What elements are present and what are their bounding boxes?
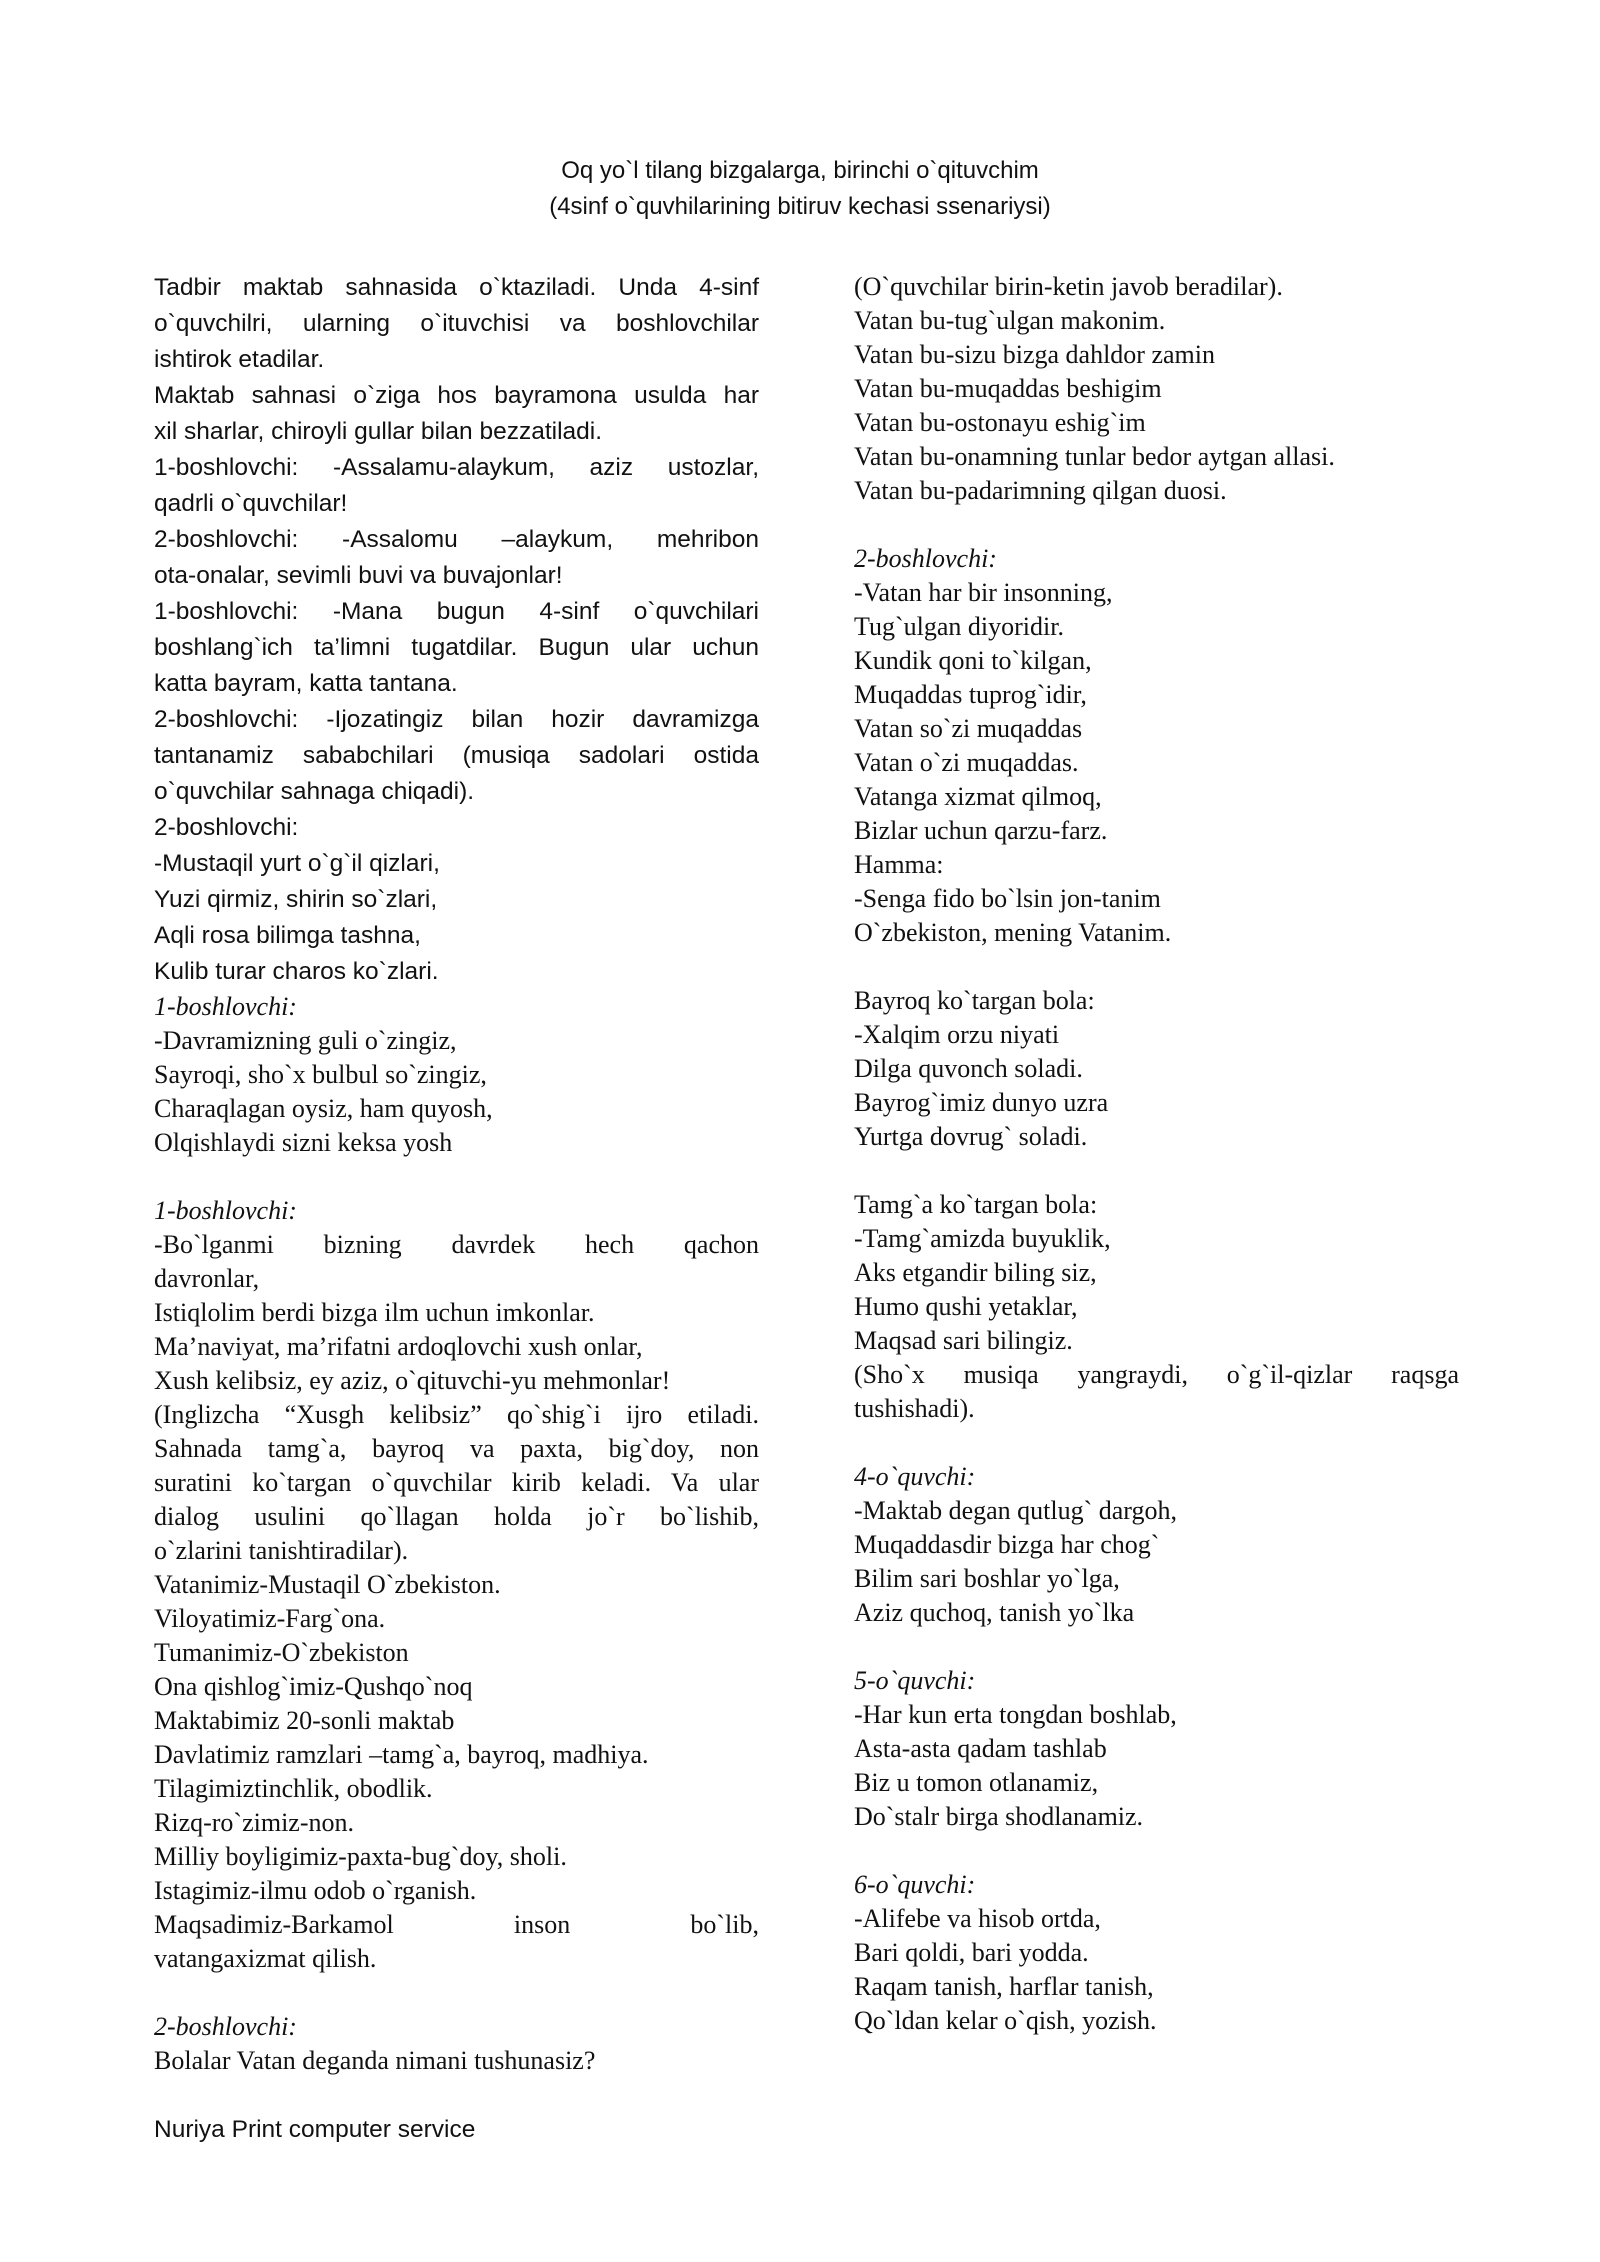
paragraph-gap xyxy=(854,1834,1459,1868)
text-line: xil sharlar, chiroyli gullar bilan bezzatiladi. xyxy=(154,418,603,445)
text-line: -Tamg`amizda buyuklik, xyxy=(854,1224,1111,1253)
text-line: Vatan bu-tug`ulgan makonim. xyxy=(854,306,1166,335)
text-line: Milliy boyligimiz-paxta-bug`doy, sholi. xyxy=(154,1842,567,1871)
text-line: Bayrog`imiz dunyo uzra xyxy=(854,1088,1109,1117)
text-line: suratini ko`targan o`quvchilar kirib keladi. Va ular xyxy=(154,1468,759,1497)
text-line: davronlar, xyxy=(154,1264,260,1293)
text-line: Vatanimiz-Mustaqil O`zbekiston. xyxy=(154,1570,501,1599)
text-line: Aziz quchoq, tanish yo`lka xyxy=(854,1598,1135,1627)
text-line: tushishadi). xyxy=(854,1394,975,1423)
text-line: Do`stalr birga shodlanamiz. xyxy=(854,1802,1144,1831)
text-line: Muqaddas tuprog`idir, xyxy=(854,680,1087,709)
text-line: Sahnada tamg`a, bayroq va paxta, big`doy, non xyxy=(154,1434,759,1463)
text-line: Bizlar uchun qarzu-farz. xyxy=(854,816,1108,845)
text-line: (O`quvchilar birin-ketin javob beradilar). xyxy=(854,272,1283,301)
text-line: ota-onalar, sevimli buvi va buvajonlar! xyxy=(154,562,563,589)
text-line: Tadbir maktab sahnasida o`ktaziladi. Unda 4-sinf xyxy=(154,274,759,301)
footer-text: Nuriya Print computer service xyxy=(154,2116,476,2143)
text-line: dialog usulini qo`llagan holda jo`r bo`lishib, xyxy=(154,1502,759,1531)
text-line: Maktabimiz 20-sonli maktab xyxy=(154,1706,455,1735)
speaker-label: 2-boshlovchi: xyxy=(854,544,997,573)
text-line: Tug`ulgan diyoridir. xyxy=(854,612,1064,641)
text-line: Aks etgandir biling siz, xyxy=(854,1258,1097,1287)
speaker-label: 6-o`quvchi: xyxy=(854,1870,976,1899)
text-line: Tumanimiz-O`zbekiston xyxy=(154,1638,409,1667)
text-line: Biz u tomon otlanamiz, xyxy=(854,1768,1099,1797)
text-line: katta bayram, katta tantana. xyxy=(154,670,458,697)
text-line: Vatan bu-sizu bizga dahldor zamin xyxy=(854,340,1215,369)
text-line: vatangaxizmat qilish. xyxy=(154,1944,377,1973)
text-line: Ona qishlog`imiz-Qushqo`noq xyxy=(154,1672,473,1701)
text-line: boshlang`ich ta’limni tugatdilar. Bugun ular uchun xyxy=(154,634,759,661)
text-line: Asta-asta qadam tashlab xyxy=(854,1734,1107,1763)
text-line: Yuzi qirmiz, shirin so`zlari, xyxy=(154,886,438,913)
text-line: Dilga quvonch soladi. xyxy=(854,1054,1083,1083)
text-line: Charaqlagan oysiz, ham quyosh, xyxy=(154,1094,493,1123)
text-line: -Bo`lganmi bizning davrdek hech qachon xyxy=(154,1230,759,1259)
text-line: Vatan bu-padarimning qilgan duosi. xyxy=(854,476,1227,505)
text-line: -Mustaqil yurt o`g`il qizlari, xyxy=(154,850,440,877)
text-line: (Sho`x musiqa yangraydi, o`g`il-qizlar raqsga xyxy=(854,1360,1459,1389)
text-line: -Senga fido bo`lsin jon-tanim xyxy=(854,884,1161,913)
paragraph-gap xyxy=(154,1160,759,1194)
text-line: 2-boshlovchi: -Ijozatingiz bilan hozir davramizga xyxy=(154,706,759,733)
text-line: Maktab sahnasi o`ziga hos bayramona usulda har xyxy=(154,382,759,409)
text-line: Ma’naviyat, ma’rifatni ardoqlovchi xush onlar, xyxy=(154,1332,643,1361)
text-line: Maqsad sari bilingiz. xyxy=(854,1326,1073,1355)
text-line: Vatan bu-ostonayu eshig`im xyxy=(854,408,1146,437)
text-line: Muqaddasdir bizga har chog` xyxy=(854,1530,1160,1559)
title-line-2: (4sinf o`quvhilarining bitiruv kechasi ssenariysi) xyxy=(549,193,1051,220)
right-column xyxy=(854,270,1459,2038)
text-line: Bari qoldi, bari yodda. xyxy=(854,1938,1089,1967)
text-line: o`zlarini tanishtiradilar). xyxy=(154,1536,409,1565)
text-line: Davlatimiz ramzlari –tamg`a, bayroq, madhiya. xyxy=(154,1740,649,1769)
text-line: Humo qushi yetaklar, xyxy=(854,1292,1078,1321)
speaker-label: 2-boshlovchi: xyxy=(154,2012,297,2041)
text-line: Tilagimiztinchlik, obodlik. xyxy=(154,1774,433,1803)
speaker-label: 5-o`quvchi: xyxy=(854,1666,976,1695)
paragraph-gap xyxy=(854,1426,1459,1460)
text-line: Bilim sari boshlar yo`lga, xyxy=(854,1564,1120,1593)
text-line: Sayroqi, sho`x bulbul so`zingiz, xyxy=(154,1060,487,1089)
text-line: (Inglizcha “Xusgh kelibsiz” qo`shig`i ijro etiladi. xyxy=(154,1400,759,1429)
speaker-label: 1-boshlovchi: xyxy=(154,992,297,1021)
text-line: -Maktab degan qutlug` dargoh, xyxy=(854,1496,1177,1525)
text-line: Yurtga dovrug` soladi. xyxy=(854,1122,1088,1151)
text-line: Istiqlolim berdi bizga ilm uchun imkonlar. xyxy=(154,1298,595,1327)
text-line: Bolalar Vatan deganda nimani tushunasiz? xyxy=(154,2046,596,2075)
text-line: Qo`ldan kelar o`qish, yozish. xyxy=(854,2006,1157,2035)
text-line: Raqam tanish, harflar tanish, xyxy=(854,1972,1154,2001)
text-line: Hamma: xyxy=(854,850,944,879)
text-line: qadrli o`quvchilar! xyxy=(154,490,348,517)
paragraph-gap xyxy=(854,1630,1459,1664)
text-line: Kulib turar charos ko`zlari. xyxy=(154,958,439,985)
text-line: Kundik qoni to`kilgan, xyxy=(854,646,1092,675)
paragraph-gap xyxy=(854,508,1459,542)
text-line: Tamg`a ko`targan bola: xyxy=(854,1190,1098,1219)
title-line-1: Oq yo`l tilang bizgalarga, birinchi o`qituvchim xyxy=(561,157,1039,184)
text-line: Xush kelibsiz, ey aziz, o`qituvchi-yu mehmonlar! xyxy=(154,1366,671,1395)
text-line: Aqli rosa bilimga tashna, xyxy=(154,922,421,949)
text-line: ishtirok etadilar. xyxy=(154,346,325,373)
text-line: 2-boshlovchi: -Assalomu –alaykum, mehribon xyxy=(154,526,759,553)
paragraph-gap xyxy=(854,1154,1459,1188)
text-line: Olqishlaydi sizni keksa yosh xyxy=(154,1128,453,1157)
left-column xyxy=(154,270,759,2078)
text-line: Rizq-ro`zimiz-non. xyxy=(154,1808,354,1837)
text-line: 2-boshlovchi: xyxy=(154,814,299,841)
text-line: -Har kun erta tongdan boshlab, xyxy=(854,1700,1177,1729)
text-line: -Vatan har bir insonning, xyxy=(854,578,1113,607)
speaker-label: 4-o`quvchi: xyxy=(854,1462,976,1491)
text-line: Vatan bu-muqaddas beshigim xyxy=(854,374,1162,403)
text-line: Vatan bu-onamning tunlar bedor aytgan allasi. xyxy=(854,442,1335,471)
text-line: Viloyatimiz-Farg`ona. xyxy=(154,1604,386,1633)
text-line: Vatan so`zi muqaddas xyxy=(854,714,1083,743)
paragraph-gap xyxy=(854,950,1459,984)
text-line: Istagimiz-ilmu odob o`rganish. xyxy=(154,1876,477,1905)
text-line: -Alifebe va hisob ortda, xyxy=(854,1904,1101,1933)
text-line: Bayroq ko`targan bola: xyxy=(854,986,1095,1015)
text-line: 1-boshlovchi: -Assalamu-alaykum, aziz ustozlar, xyxy=(154,454,759,481)
text-line: -Davramizning guli o`zingiz, xyxy=(154,1026,457,1055)
text-line: -Xalqim orzu niyati xyxy=(854,1020,1060,1049)
text-line: Maqsadimiz-Barkamol inson bo`lib, xyxy=(154,1910,759,1939)
text-line: Vatanga xizmat qilmoq, xyxy=(854,782,1102,811)
text-line: tantanamiz sababchilari (musiqa sadolari ostida xyxy=(154,742,759,769)
document-title xyxy=(0,153,1600,225)
text-line: 1-boshlovchi: -Mana bugun 4-sinf o`quvchilari xyxy=(154,598,759,625)
speaker-label: 1-boshlovchi: xyxy=(154,1196,297,1225)
text-line: O`zbekiston, mening Vatanim. xyxy=(854,918,1172,947)
text-line: o`quvchilar sahnaga chiqadi). xyxy=(154,778,475,805)
text-line: Vatan o`zi muqaddas. xyxy=(854,748,1079,777)
text-line: o`quvchilri, ularning o`ituvchisi va boshlovchilar xyxy=(154,310,759,337)
paragraph-gap xyxy=(154,1976,759,2010)
